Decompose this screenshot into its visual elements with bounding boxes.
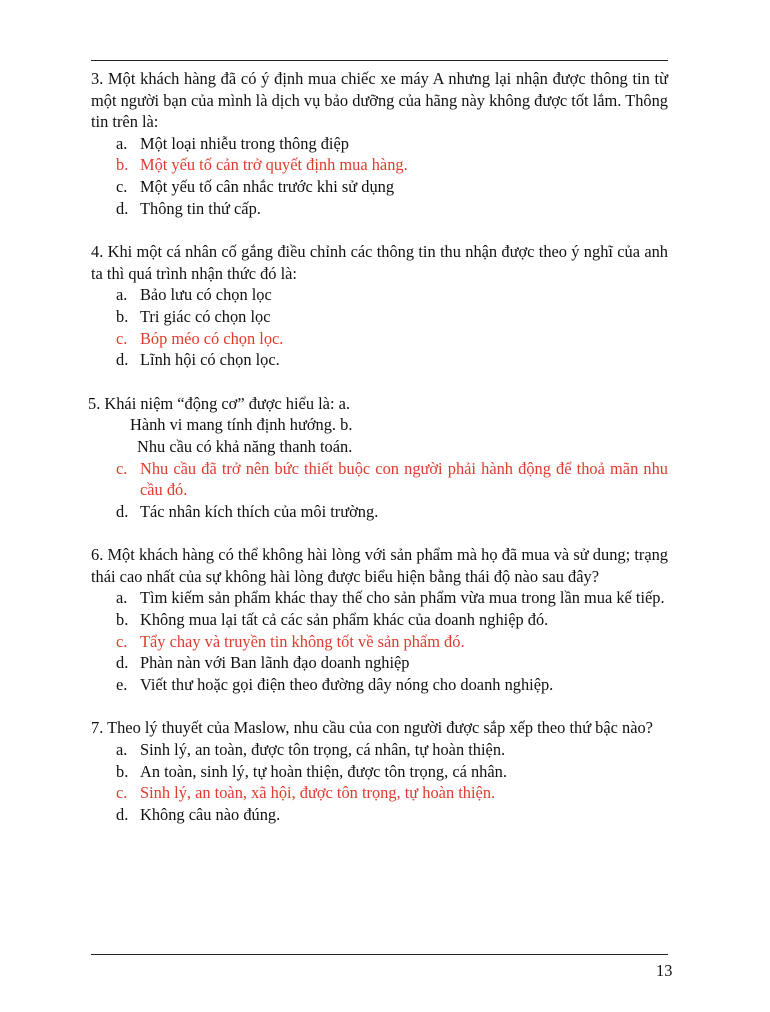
- option-item: [91, 284, 668, 306]
- option-letter: d.: [116, 653, 129, 673]
- question-stem: [88, 393, 668, 458]
- option-letter: c.: [116, 783, 128, 803]
- option-text: Tri giác có chọn lọc: [140, 306, 271, 326]
- option-letter: c.: [116, 631, 128, 651]
- option-letter: a.: [116, 133, 128, 153]
- question-4: [91, 241, 668, 371]
- option-letter: b.: [116, 610, 129, 630]
- question-6: [91, 544, 668, 695]
- option-item-correct: [91, 458, 668, 501]
- option-letter: a.: [116, 740, 128, 760]
- option-letter: a.: [116, 588, 128, 608]
- question-3: [91, 68, 668, 219]
- option-text: Một loại nhiễu trong thông điệp: [140, 133, 349, 153]
- option-text: Tác nhân kích thích của môi trường.: [140, 501, 379, 521]
- question-stem: 6. Một khách hàng có thể không hài lòng với sản phẩm mà họ đã mua và sử dung; trạng thái cao nhất của sự không hài lòng được biểu hiện bằng thái độ nào sau đây?: [91, 545, 668, 586]
- page-number: 13: [656, 961, 673, 980]
- question-stem-line: Nhu cầu có khả năng thanh toán.: [137, 436, 353, 456]
- option-text: Bóp méo có chọn lọc.: [140, 328, 284, 348]
- option-text: Không câu nào đúng.: [140, 804, 281, 824]
- option-item-correct: [91, 328, 668, 350]
- option-text: Bảo lưu có chọn lọc: [140, 285, 272, 305]
- question-stem-line: Hành vi mang tính định hướng. b.: [130, 415, 353, 435]
- option-text: Nhu cầu đã trở nên bức thiết buộc con người phải hành động để thoả mãn nhu cầu đó.: [140, 458, 668, 500]
- option-item: [91, 306, 668, 328]
- option-letter: a.: [116, 285, 128, 305]
- option-text: Tìm kiếm sản phẩm khác thay thế cho sản phẩm vừa mua trong lần mua kế tiếp.: [140, 588, 665, 608]
- option-item: [91, 739, 668, 761]
- option-item: [91, 587, 668, 609]
- option-letter: b.: [116, 155, 129, 175]
- question-5: [88, 393, 668, 523]
- option-letter: b.: [116, 306, 129, 326]
- option-text: Một yếu tố cân nhắc trước khi sử dụng: [140, 176, 395, 196]
- option-item: [91, 761, 668, 783]
- question-7: [91, 717, 668, 825]
- question-stem: 7. Theo lý thuyết của Maslow, nhu cầu của con người được sắp xếp theo thứ bậc nào?: [91, 718, 653, 738]
- option-letter: c.: [116, 176, 128, 196]
- option-text: Không mua lại tất cả các sản phẩm khác của doanh nghiệp đó.: [140, 610, 549, 630]
- option-item: [91, 349, 668, 371]
- option-letter: c.: [116, 458, 128, 478]
- option-letter: d.: [116, 350, 129, 370]
- option-letter: c.: [116, 328, 128, 348]
- option-letter: d.: [116, 198, 129, 218]
- option-item: [91, 652, 668, 674]
- option-item: [91, 804, 668, 826]
- option-item-correct: [91, 631, 668, 653]
- header-rule: [91, 60, 668, 61]
- option-text: Sinh lý, an toàn, được tôn trọng, cá nhân, tự hoàn thiện.: [140, 740, 506, 760]
- option-text: Tẩy chay và truyền tin không tốt về sản phẩm đó.: [140, 631, 465, 651]
- option-letter: d.: [116, 501, 129, 521]
- footer-rule: [91, 954, 668, 955]
- question-stem: 4. Khi một cá nhân cố gắng điều chỉnh các thông tin thu nhận được theo ý nghĩ của anh ta thì quá trình nhận thức đó là:: [91, 242, 668, 283]
- page-content: [88, 68, 668, 847]
- question-stem-line: 5. Khái niệm “động cơ” được hiểu là: a.: [88, 393, 350, 413]
- option-text: Một yếu tố cản trở quyết định mua hàng.: [140, 155, 408, 175]
- option-item: [91, 176, 668, 198]
- option-text: Thông tin thứ cấp.: [140, 198, 261, 218]
- option-item: [91, 501, 668, 523]
- option-text: Sinh lý, an toàn, xã hội, được tôn trọng, tự hoàn thiện.: [140, 783, 496, 803]
- option-text: An toàn, sinh lý, tự hoàn thiện, được tôn trọng, cá nhân.: [140, 761, 507, 781]
- option-text: Phàn nàn với Ban lãnh đạo doanh nghiệp: [140, 653, 410, 673]
- option-item: [91, 674, 668, 696]
- option-letter: e.: [116, 674, 128, 694]
- option-item-correct: [91, 782, 668, 804]
- option-letter: b.: [116, 761, 129, 781]
- option-item-correct: [91, 154, 668, 176]
- option-letter: d.: [116, 804, 129, 824]
- option-item: [91, 609, 668, 631]
- question-stem: 3. Một khách hàng đã có ý định mua chiếc xe máy A nhưng lại nhận được thông tin từ một người bạn của mình là dịch vụ bảo dưỡng của hãng này không được tốt lắm. Thông tin trên là:: [91, 69, 668, 132]
- option-item: [91, 198, 668, 220]
- option-item: [91, 133, 668, 155]
- option-text: Lĩnh hội có chọn lọc.: [140, 350, 280, 370]
- option-text: Viết thư hoặc gọi điện theo đường dây nóng cho doanh nghiệp.: [140, 674, 554, 694]
